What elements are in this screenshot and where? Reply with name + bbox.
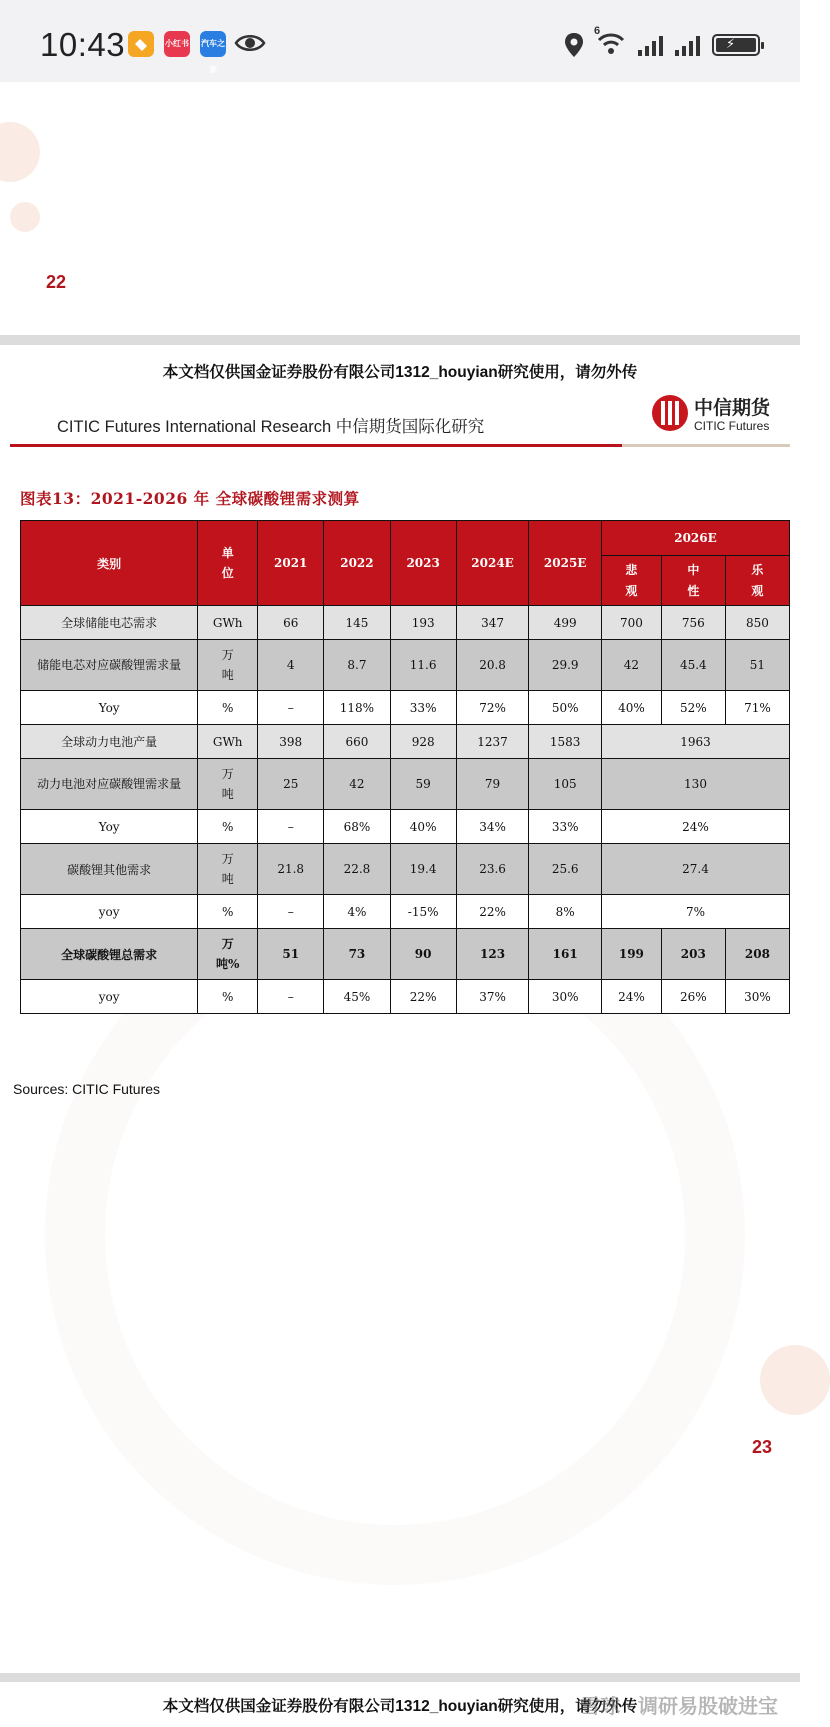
table-cell-2026: 7% [602, 895, 790, 929]
header-year: 2023 [390, 521, 456, 606]
row-label: 全球碳酸锂总需求 [21, 929, 198, 980]
row-unit: GWh [198, 606, 258, 640]
table-cell: 700 [602, 606, 662, 640]
header-scenario-bear: 悲 观 [602, 556, 662, 606]
row-unit: 万吨 [198, 844, 258, 895]
page-number-22: 22 [46, 272, 67, 292]
table-cell: 193 [390, 606, 456, 640]
table-cell: 347 [456, 606, 529, 640]
row-unit: % [198, 895, 258, 929]
table-cell: 59 [390, 759, 456, 810]
table-row [21, 895, 790, 929]
restriction-notice-next: 本文档仅供国金证券股份有限公司1312_houyian研究使用，请勿外传 [162, 1698, 638, 1715]
header-year-2026: 2026E [602, 521, 790, 556]
signal-icon-1 [638, 34, 663, 56]
table-row [21, 810, 790, 844]
row-unit: GWh [198, 725, 258, 759]
row-unit: % [198, 810, 258, 844]
red-app-icon: 小红书 [164, 31, 190, 57]
row-label: Yoy [21, 810, 198, 844]
table-cell: – [258, 980, 324, 1014]
table-cell: 68% [324, 810, 390, 844]
table-cell-2026: 27.4 [602, 844, 790, 895]
table-cell: – [258, 895, 324, 929]
table-cell: 30% [725, 980, 789, 1014]
table-cell: 73 [324, 929, 390, 980]
current-page [0, 345, 800, 1673]
status-bar [0, 0, 800, 82]
table-cell: 11.6 [390, 640, 456, 691]
table-cell: 21.8 [258, 844, 324, 895]
page-number-23: 23 [752, 1437, 773, 1457]
table-cell: 40% [602, 691, 662, 725]
table-row [21, 929, 790, 980]
table-cell: 66 [258, 606, 324, 640]
table-cell: 756 [661, 606, 725, 640]
network-label: 6 [594, 24, 601, 37]
decor-blossom [10, 202, 40, 232]
header-year: 2021 [258, 521, 324, 606]
chart-title: 图表13：2021-2026 年 全球碳酸锂需求测算 [20, 489, 360, 508]
table-cell: 51 [725, 640, 789, 691]
header-rule-accent [622, 444, 790, 447]
table-cell: 8% [529, 895, 602, 929]
table-row [21, 980, 790, 1014]
table-row [21, 844, 790, 895]
table-cell: 105 [529, 759, 602, 810]
table-cell: 51 [258, 929, 324, 980]
restriction-notice: 本文档仅供国金证券股份有限公司1312_houyian研究使用，请勿外传 [162, 364, 638, 381]
table-cell: 208 [725, 929, 789, 980]
table-cell-2026: 1963 [602, 725, 790, 759]
header-year: 2024E [456, 521, 529, 606]
lithium-demand-table [20, 520, 790, 1014]
citic-logo [652, 393, 778, 437]
table-cell-2026: 24% [602, 810, 790, 844]
table-cell: 22% [456, 895, 529, 929]
table-cell: -15% [390, 895, 456, 929]
table-cell: 1237 [456, 725, 529, 759]
table-cell: 30% [529, 980, 602, 1014]
row-label: 动力电池对应碳酸锂需求量 [21, 759, 198, 810]
next-page [0, 1682, 800, 1727]
table-cell: 23.6 [456, 844, 529, 895]
header-category: 类别 [21, 521, 198, 606]
table-cell: 25.6 [529, 844, 602, 895]
table-cell: 50% [529, 691, 602, 725]
row-label: 全球动力电池产量 [21, 725, 198, 759]
report-header-title: CITIC Futures International Research 中信期货国际化研究 [57, 418, 485, 436]
table-cell: 22% [390, 980, 456, 1014]
wallet-app-icon [128, 31, 154, 57]
status-time: 10:43 [40, 26, 126, 63]
table-cell: 20.8 [456, 640, 529, 691]
table-cell: 42 [602, 640, 662, 691]
table-row [21, 640, 790, 691]
logo-text-en: CITIC Futures [694, 419, 770, 433]
header-rule [10, 444, 622, 447]
wifi-icon [594, 24, 626, 60]
decor-blossom [760, 1345, 830, 1415]
table-row [21, 759, 790, 810]
table-cell: 4% [324, 895, 390, 929]
header-unit: 单 位 [198, 521, 258, 606]
table-cell: 199 [602, 929, 662, 980]
table-cell: 850 [725, 606, 789, 640]
decor-blossom [0, 122, 40, 182]
table-cell: 33% [529, 810, 602, 844]
eye-icon [234, 32, 266, 54]
row-label: yoy [21, 895, 198, 929]
previous-page [0, 82, 800, 335]
xueqiu-watermark: 雪球 · 调研易股破进宝 [580, 1696, 778, 1718]
table-cell: 145 [324, 606, 390, 640]
table-cell: 161 [529, 929, 602, 980]
car-app-icon: 汽车之家 [200, 31, 226, 57]
table-cell: 26% [661, 980, 725, 1014]
table-cell-2026: 130 [602, 759, 790, 810]
table-cell: 71% [725, 691, 789, 725]
row-label: 全球储能电芯需求 [21, 606, 198, 640]
row-unit: % [198, 691, 258, 725]
row-unit: % [198, 980, 258, 1014]
citic-logo-icon [652, 395, 688, 431]
table-cell: 45.4 [661, 640, 725, 691]
table-row [21, 606, 790, 640]
battery-icon: ⚡ [712, 34, 760, 56]
table-cell: 37% [456, 980, 529, 1014]
table-cell: 203 [661, 929, 725, 980]
table-cell: – [258, 691, 324, 725]
table-cell: 19.4 [390, 844, 456, 895]
table-row [21, 691, 790, 725]
header-year: 2022 [324, 521, 390, 606]
row-label: 储能电芯对应碳酸锂需求量 [21, 640, 198, 691]
table-cell: 660 [324, 725, 390, 759]
status-icons [564, 24, 760, 60]
logo-text-cn: 中信期货 [694, 398, 771, 419]
table-cell: 118% [324, 691, 390, 725]
page-separator [0, 1673, 800, 1682]
table-cell: 29.9 [529, 640, 602, 691]
table-cell: – [258, 810, 324, 844]
table-cell: 90 [390, 929, 456, 980]
table-cell: 499 [529, 606, 602, 640]
table-cell: 1583 [529, 725, 602, 759]
table-cell: 34% [456, 810, 529, 844]
table-cell: 42 [324, 759, 390, 810]
row-label: yoy [21, 980, 198, 1014]
table-cell: 45% [324, 980, 390, 1014]
sources-note: Sources: CITIC Futures [13, 1081, 161, 1097]
table-cell: 8.7 [324, 640, 390, 691]
row-unit: 万吨% [198, 929, 258, 980]
row-label: Yoy [21, 691, 198, 725]
row-label: 碳酸锂其他需求 [21, 844, 198, 895]
table-cell: 4 [258, 640, 324, 691]
table-cell: 33% [390, 691, 456, 725]
table-cell: 79 [456, 759, 529, 810]
row-unit: 万吨 [198, 759, 258, 810]
table-cell: 40% [390, 810, 456, 844]
location-icon [564, 32, 584, 58]
table-row [21, 725, 790, 759]
table-cell: 123 [456, 929, 529, 980]
table-cell: 398 [258, 725, 324, 759]
table-cell: 25 [258, 759, 324, 810]
header-scenario-base: 中 性 [661, 556, 725, 606]
table-cell: 928 [390, 725, 456, 759]
row-unit: 万吨 [198, 640, 258, 691]
table-cell: 24% [602, 980, 662, 1014]
table-cell: 22.8 [324, 844, 390, 895]
table-cell: 52% [661, 691, 725, 725]
header-year: 2025E [529, 521, 602, 606]
signal-icon-2 [675, 34, 700, 56]
page-separator [0, 335, 800, 345]
header-scenario-bull: 乐 观 [725, 556, 789, 606]
table-cell: 72% [456, 691, 529, 725]
